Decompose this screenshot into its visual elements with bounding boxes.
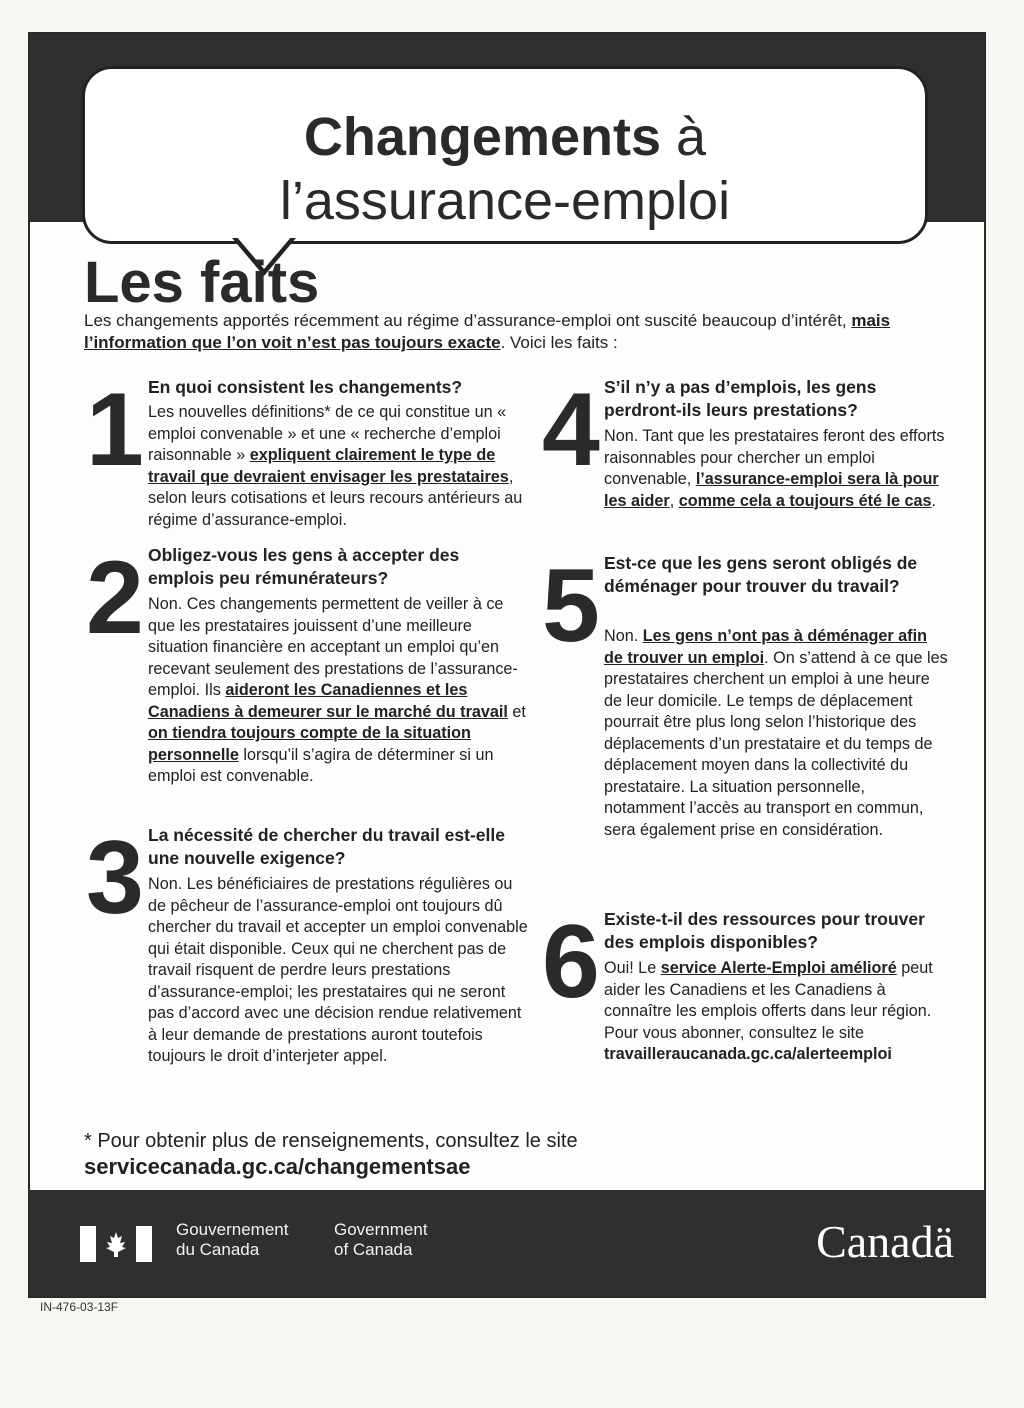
faq-item-5	[542, 548, 962, 892]
faq-question: Est-ce que les gens seront obligés de déménager pour trouver du travail?	[604, 553, 918, 596]
answer-text: Non. Ces changements permettent de veiller à ce que les prestataires jouissent d’une meilleure situation financière en acceptant un emploi qu’en recevant seulement des prestations de l’assurance-emploi. Ils	[148, 595, 518, 699]
canada-flag-icon	[80, 1226, 152, 1262]
faq-number: 6	[542, 904, 600, 1020]
answer-text: Non. Tant que les prestataires feront des efforts raisonnables pour chercher un emploi convenable,	[604, 427, 945, 488]
faq-question: Existe-t-il des ressources pour trouver des emplois disponibles?	[604, 909, 925, 952]
footer-band	[30, 1190, 984, 1296]
answer-text: Les nouvelles définitions* de ce qui constitue un « emploi convenable » et une « recherche d’emploi raisonnable »	[148, 403, 507, 464]
faq-item-4	[542, 372, 962, 536]
faq-number: 5	[542, 548, 600, 664]
title-preposition: à	[676, 107, 707, 167]
gov-fr-line2: du Canada	[176, 1240, 260, 1259]
faq-item-3	[86, 820, 536, 1104]
title-line-2: l’assurance-emploi	[279, 171, 731, 231]
answer-emphasis: on tiendra toujours compte de la situation personnelle	[148, 724, 471, 764]
faq-question: Obligez-vous les gens à accepter des emplois peu rémunérateurs?	[148, 545, 460, 588]
answer-emphasis: comme cela a toujours été le cas	[678, 491, 932, 510]
answer-text: et	[507, 702, 526, 721]
answer-text: ,	[669, 491, 679, 510]
faq-answer	[148, 594, 532, 788]
answer-emphasis: aideront les Canadiennes et les Canadiens à demeurer sur le marché du travail	[148, 681, 508, 721]
answer-text: Oui! Le	[604, 959, 661, 977]
answer-emphasis: service Alerte-Emploi amélioré	[660, 959, 897, 977]
faq-number: 1	[86, 372, 144, 488]
faq-answer	[148, 874, 532, 1068]
faq-item-1	[86, 372, 536, 536]
intro-paragraph	[84, 310, 964, 354]
answer-emphasis: expliquent clairement le type de travail que devraient envisager les prestataires	[148, 446, 509, 486]
faq-item-6	[542, 904, 962, 1098]
intro-text-end: . Voici les faits :	[500, 333, 618, 352]
faq-answer	[604, 426, 950, 512]
flyer-page	[28, 32, 986, 1298]
answer-text: Non.	[604, 627, 643, 645]
answer-text: Non. Les bénéficiaires de prestations régulières ou de pêcheur de l’assurance-emploi ont toujours dû chercher du travail et accepter un emploi convenable qui était disponible. Ceux qui ne cherchent pas de travail risquent de perdre leurs prestations d’assurance-emploi; les prestataires qui ne seront pas d’accord avec une décision rendue relativement à leur demande de prestations auront toutefois toujours le droit d’interjeter appel.	[148, 875, 528, 1065]
intro-text: Les changements apportés récemment au régime d’assurance-emploi ont suscité beaucoup d’intérêt,	[84, 311, 847, 330]
answer-text: .	[931, 491, 937, 510]
footnote-text: * Pour obtenir plus de renseignements, consultez le site	[84, 1130, 578, 1152]
answer-text: lorsqu’il s’agira de déterminer si un emploi est convenable.	[148, 745, 494, 785]
canada-wordmark: Canadä	[816, 1216, 954, 1267]
faq-question: La nécessité de chercher du travail est-elle une nouvelle exigence?	[148, 825, 505, 868]
answer-text: , selon leurs cotisations et leurs recours antérieurs au régime d’assurance-emploi.	[148, 467, 523, 529]
intro-emphasis: mais l’information que l’on voit n’est pas toujours exacte	[84, 311, 891, 352]
faq-question: S’il n’y a pas d’emplois, les gens perdront-ils leurs prestations?	[604, 377, 877, 420]
section-heading: Les faits	[84, 250, 320, 315]
answer-emphasis: Les gens n’ont pas à déménager afin de trouver un emploi	[604, 627, 927, 667]
faq-number: 3	[86, 820, 144, 936]
title-speech-bubble	[82, 66, 928, 244]
gov-fr-line1: Gouvernement	[176, 1220, 289, 1239]
gov-name-en	[334, 1220, 428, 1260]
title-line-1	[85, 107, 925, 167]
alert-website-link[interactable]: travailleraucanada.gc.ca/alerteemploi	[604, 1045, 892, 1063]
faq-question: En quoi consistent les changements?	[148, 377, 463, 397]
answer-emphasis: l’assurance-emploi sera là pour les aider	[604, 470, 939, 510]
faq-number: 2	[86, 540, 144, 656]
faq-item-2	[86, 540, 536, 824]
gov-en-line2: of Canada	[334, 1240, 413, 1259]
document-code: IN-476-03-13F	[40, 1300, 119, 1314]
footnote-url[interactable]: servicecanada.gc.ca/changementsae	[84, 1154, 471, 1179]
faq-answer	[604, 958, 950, 1066]
answer-text: . On s’attend à ce que les prestataires cherchent un emploi à une heure de leur domicile. Le temps de déplacement pourrait être plus long selon l’historique des déplacements d’un prestataire et du temps de déplacement moyen dans la collectivité du prestataire. La situation personnelle, notamment l’accès au transport en commun, sera également prise en considération.	[604, 648, 948, 839]
gov-en-line1: Government	[334, 1220, 428, 1239]
faq-answer	[148, 402, 536, 531]
answer-text: peut aider les Canadiens et les Canadiens à connaître les emplois offerts dans leur région. Pour vous abonner, consultez le site	[604, 959, 933, 1042]
title-bold: Changements	[303, 107, 661, 167]
footnote	[84, 1128, 954, 1180]
faq-number: 4	[542, 372, 600, 488]
gov-name-fr	[176, 1220, 288, 1260]
faq-answer	[604, 626, 950, 841]
